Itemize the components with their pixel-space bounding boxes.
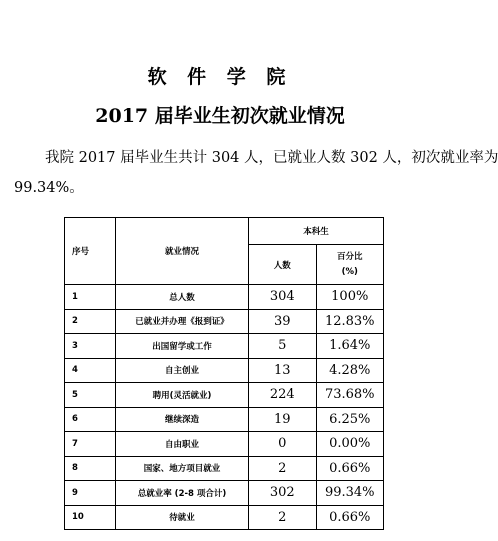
table-row: [65, 456, 384, 481]
row-index: 6: [65, 407, 116, 432]
row-category: 出国留学或工作: [116, 334, 249, 359]
header-percent-unit: (%): [341, 266, 358, 277]
row-count: 224: [249, 383, 317, 408]
row-category: 聘用(灵活就业): [116, 383, 249, 408]
table-row: [65, 505, 384, 530]
row-percent: 0.66%: [316, 505, 384, 530]
row-category: 总就业率 (2-8 项合计): [116, 481, 249, 506]
table-row: [65, 481, 384, 506]
row-count: 39: [249, 309, 317, 334]
header-undergrad-group: 本科生: [249, 218, 384, 245]
row-category: 待就业: [116, 505, 249, 530]
row-count: 13: [249, 358, 317, 383]
row-count: 304: [249, 285, 317, 310]
table-row: [65, 383, 384, 408]
school-heading: 软 件 学 院: [147, 66, 293, 88]
row-index: 5: [65, 383, 116, 408]
employment-table-body: [65, 218, 384, 530]
page-title: 2017 届毕业生初次就业情况: [95, 105, 345, 127]
row-percent: 100%: [316, 285, 384, 310]
summary-line-2: 99.34%。: [14, 180, 84, 196]
row-count: 302: [249, 481, 317, 506]
row-index: 9: [65, 481, 116, 506]
row-percent: 4.28%: [316, 358, 384, 383]
row-category: 自由职业: [116, 432, 249, 457]
header-percent-label: 百分比: [336, 251, 363, 262]
row-index: 4: [65, 358, 116, 383]
row-category: 已就业并办理《报到证》: [116, 309, 249, 334]
table-header-row: [65, 218, 384, 245]
row-percent: 12.83%: [316, 309, 384, 334]
header-index: 序号: [65, 218, 116, 285]
row-count: 19: [249, 407, 317, 432]
row-index: 8: [65, 456, 116, 481]
table-row: [65, 285, 384, 310]
row-category: 国家、地方项目就业: [116, 456, 249, 481]
row-category: 自主创业: [116, 358, 249, 383]
row-index: 10: [65, 505, 116, 530]
row-count: 0: [249, 432, 317, 457]
row-index: 3: [65, 334, 116, 359]
row-percent: 99.34%: [316, 481, 384, 506]
row-count: 2: [249, 505, 317, 530]
summary-line-1: 我院 2017 届毕业生共计 304 人，已就业人数 302 人，初次就业率为: [45, 150, 498, 166]
employment-table: [64, 217, 384, 530]
table-row: [65, 309, 384, 334]
row-percent: 73.68%: [316, 383, 384, 408]
table-row: [65, 407, 384, 432]
row-index: 1: [65, 285, 116, 310]
row-count: 5: [249, 334, 317, 359]
row-percent: 0.66%: [316, 456, 384, 481]
row-percent: 0.00%: [316, 432, 384, 457]
row-percent: 6.25%: [316, 407, 384, 432]
row-index: 7: [65, 432, 116, 457]
header-count: 人数: [249, 245, 317, 285]
row-category: 总人数: [116, 285, 249, 310]
row-index: 2: [65, 309, 116, 334]
table-row: [65, 358, 384, 383]
header-percent: [316, 245, 384, 285]
table-row: [65, 432, 384, 457]
row-count: 2: [249, 456, 317, 481]
row-category: 继续深造: [116, 407, 249, 432]
header-category: 就业情况: [116, 218, 249, 285]
row-percent: 1.64%: [316, 334, 384, 359]
table-row: [65, 334, 384, 359]
